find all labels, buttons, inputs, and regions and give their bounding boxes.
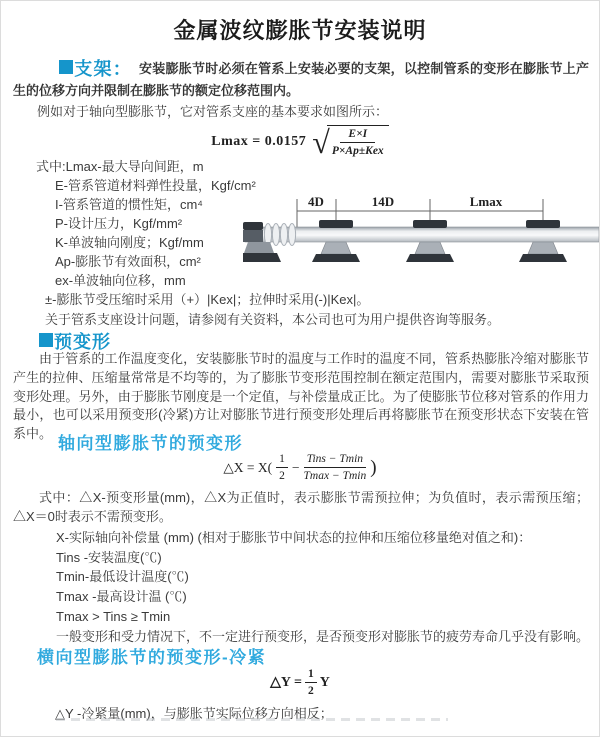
axial-explain-paragraph: 式中：△X-预变形量(mm)，△X为正值时，表示膨胀节需预拉伸；为负值时，表示需预压缩；△X＝0时表示不需预变形。 xyxy=(13,490,589,524)
lateral-formula-rhs: Y xyxy=(319,674,330,690)
symbol-definitions-list xyxy=(36,157,256,290)
fraction-denominator: Tmax − Tmin xyxy=(303,470,367,483)
dim-label-4d: 4D xyxy=(308,194,324,209)
definition-line: X-实际轴向补偿量 (mm) (相对于膨胀节中间状态的拉伸和压缩位移量绝对值之和)： xyxy=(56,530,532,545)
predeform-section-heading: 预变形 xyxy=(54,332,111,352)
lmax-formula-fraction xyxy=(327,125,389,159)
dim-label-14d: 14D xyxy=(371,194,395,209)
definition-line: K-单波轴向刚度；Kgf/mm xyxy=(55,235,204,250)
axial-formula-lhs: △X = X( xyxy=(223,459,273,475)
dim-label-lmax: Lmax xyxy=(469,194,503,209)
definition-line: 一般变形和受力情况下，不一定进行预变形，是否预变形对膨胀节的疲劳寿命几乎没有影响。 xyxy=(56,628,590,644)
definition-line: Tins -安装温度(℃) xyxy=(56,549,162,565)
support-section-heading: 支架： xyxy=(74,59,132,79)
support-paragraph xyxy=(13,58,589,101)
page-title: 金属波纹膨胀节安装说明 xyxy=(173,18,427,43)
definition-line: P-设计压力，Kgf/mm² xyxy=(55,216,183,231)
minus-sign: − xyxy=(291,459,300,475)
definition-line: Tmax -最高设计温 (℃) xyxy=(56,589,187,605)
predeform-paragraph: 由于管系的工作温度变化，安装膨胀节时的温度与工作时的温度不同，管系热膨胀冷缩对膨胀节产生的拉伸、压缩量常常是不均等的，为了膨胀节变形范围控制在额定范围内，需要对膨胀节采取预变形处理。另外，由于膨胀节刚度是一个定值，与补偿量成正比。为了使膨胀节位移对管系的作用力最小，也可以采用预变形(冷紧)方让对膨胀节进行预变形处理后再将膨胀节在预变形状态下安装在管系中。 xyxy=(13,351,589,442)
definition-line: 式中:Lmax-最大导向间距，m xyxy=(36,159,204,174)
lmax-formula-denominator: P×Ap±Kex xyxy=(331,145,384,158)
fraction-numerator: Tins − Tmin xyxy=(304,452,366,468)
definition-line: E-管系管道材料弹性投量，Kgf/cm² xyxy=(55,178,256,193)
definition-line: Tmax > Tins ≥ Tmin xyxy=(56,608,171,624)
definition-line: ex-单波轴向位移，mm xyxy=(55,273,186,288)
blue-square-marker-icon xyxy=(39,333,53,347)
temperature-fraction xyxy=(304,452,367,484)
cropped-text-line xyxy=(56,718,448,721)
one-half-fraction xyxy=(305,667,317,699)
close-paren: ) xyxy=(370,456,377,478)
definition-line: Ap-膨胀节有效面积，cm² xyxy=(55,254,201,269)
lmax-formula-numerator: E×I xyxy=(340,127,375,143)
support-example-line: 例如对于轴向型膨胀节，它对管系支座的基本要求如图所示： xyxy=(37,104,389,119)
axial-definition-list xyxy=(56,528,589,646)
lmax-formula xyxy=(1,125,599,159)
fraction-denominator: 2 xyxy=(279,470,285,483)
lmax-formula-lhs: Lmax = 0.0157 xyxy=(211,133,307,149)
definition-line: I-管系管道的惯性矩，cm⁴ xyxy=(55,197,203,212)
service-note: 关于管系支座设计问题，请参阅有关资料，本公司也可为用户提供咨询等服务。 xyxy=(45,312,501,327)
definition-line: Tmin-最低设计温度(℃) xyxy=(56,569,189,585)
pipe-support-diagram xyxy=(243,191,599,293)
lateral-formula-lhs: △Y = xyxy=(270,675,302,691)
fraction-denominator: 2 xyxy=(307,685,314,698)
lateral-subheading: 横向型膨胀节的预变形-冷紧 xyxy=(37,648,267,667)
radical-sign: √ xyxy=(312,123,330,160)
blue-square-marker-icon xyxy=(59,60,73,74)
plus-minus-note: ±-膨胀节受压缩时采用（+）|Kex|；拉伸时采用(-)|Kex|。 xyxy=(45,292,370,307)
pipe xyxy=(245,227,599,242)
one-half-fraction xyxy=(276,452,288,484)
lateral-definition-line: △Y -冷紧量(mm)，与膨胀节实际位移方向相反； xyxy=(55,706,333,721)
axial-predeform-formula xyxy=(1,452,599,484)
fraction-numerator: 1 xyxy=(276,452,288,468)
fraction-numerator: 1 xyxy=(305,667,317,683)
axial-subheading: 轴向型膨胀节的预变形 xyxy=(58,434,243,453)
lateral-predeform-formula xyxy=(1,667,599,699)
support-intro-text: 安装膨胀节时必须在管系上安装必要的支架，以控制管系的变形在膨胀节上产生的位移方向并限制在膨胀节的额定位移范围内。 xyxy=(13,61,589,98)
